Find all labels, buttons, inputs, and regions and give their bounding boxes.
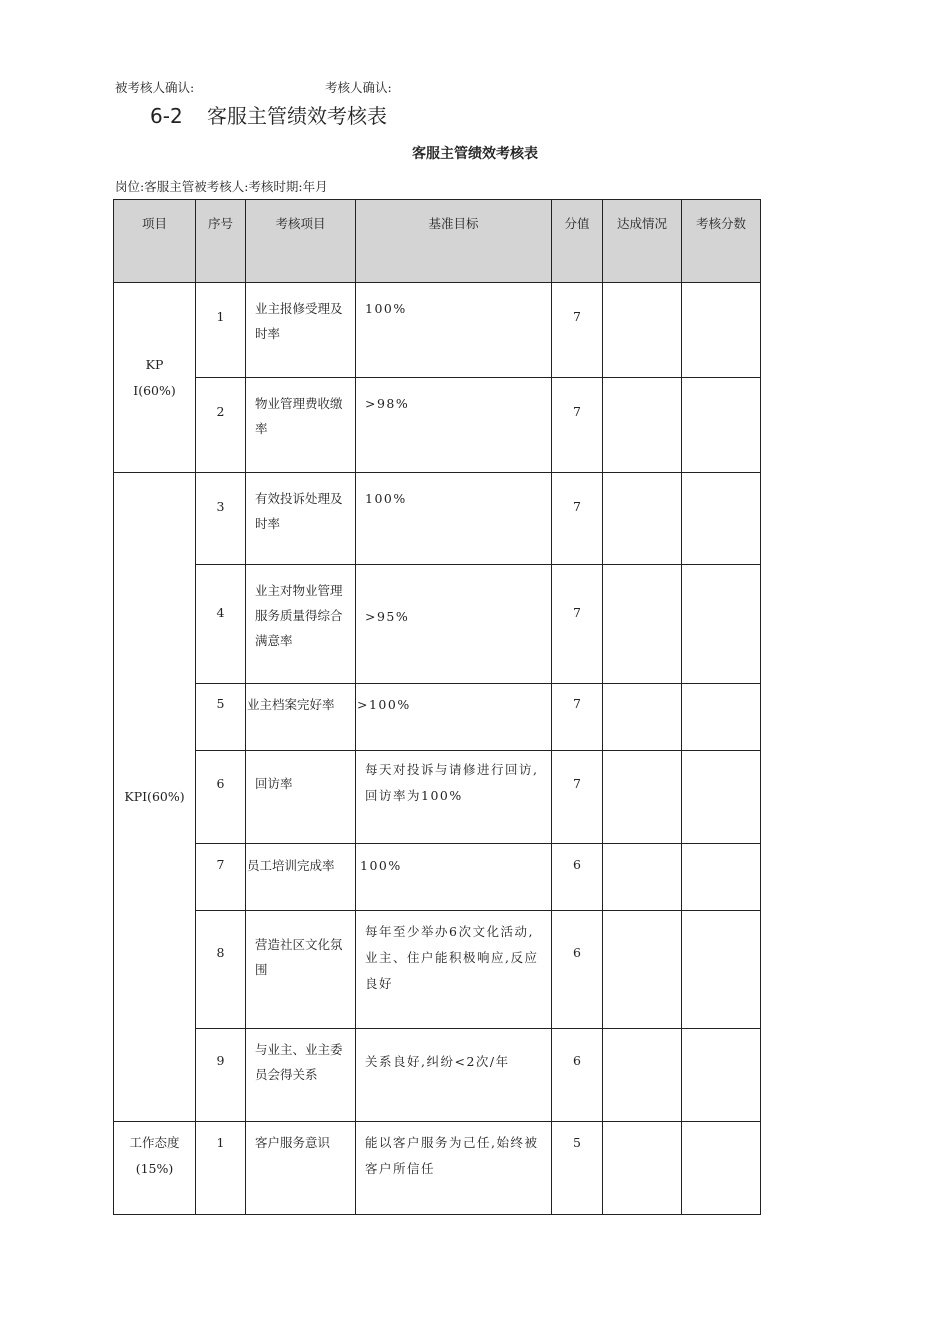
item-cell: 客户服务意识 bbox=[246, 1122, 356, 1215]
score-cell: 6 bbox=[552, 1029, 603, 1122]
seq-cell: 3 bbox=[196, 473, 246, 565]
achievement-cell bbox=[603, 684, 682, 751]
assessment-score-cell bbox=[682, 1122, 761, 1215]
item-cell: 有效投诉处理及时率 bbox=[246, 473, 356, 565]
header-achievement: 达成情况 bbox=[603, 200, 682, 283]
achievement-cell bbox=[603, 911, 682, 1029]
item-cell: 业主档案完好率 bbox=[246, 684, 356, 751]
target-cell: 每天对投诉与请修进行回访,回访率为100% bbox=[356, 751, 552, 844]
score-cell: 7 bbox=[552, 473, 603, 565]
assessment-score-cell bbox=[682, 751, 761, 844]
header-score: 分值 bbox=[552, 200, 603, 283]
score-cell: 7 bbox=[552, 378, 603, 473]
achievement-cell bbox=[603, 473, 682, 565]
item-cell: 员工培训完成率 bbox=[246, 844, 356, 911]
seq-cell: 1 bbox=[196, 1122, 246, 1215]
achievement-cell bbox=[603, 378, 682, 473]
assessment-score-cell bbox=[682, 378, 761, 473]
assessment-score-cell bbox=[682, 911, 761, 1029]
table-row bbox=[114, 684, 761, 751]
score-cell: 6 bbox=[552, 911, 603, 1029]
assessment-score-cell bbox=[682, 473, 761, 565]
assessment-score-cell bbox=[682, 844, 761, 911]
seq-cell: 9 bbox=[196, 1029, 246, 1122]
table-row bbox=[114, 911, 761, 1029]
confirmation-line bbox=[115, 78, 392, 96]
target-cell: 100% bbox=[356, 844, 552, 911]
category-cell: 工作态度(15%) bbox=[114, 1122, 196, 1215]
item-cell: 业主对物业管理服务质量得综合满意率 bbox=[246, 565, 356, 684]
category-cell: KP I(60%) bbox=[114, 283, 196, 473]
assessment-score-cell bbox=[682, 283, 761, 378]
table-row bbox=[114, 378, 761, 473]
achievement-cell bbox=[603, 1029, 682, 1122]
item-cell: 业主报修受理及时率 bbox=[246, 283, 356, 378]
target-cell: >98% bbox=[356, 378, 552, 473]
achievement-cell bbox=[603, 844, 682, 911]
target-cell: >100% bbox=[356, 684, 552, 751]
table-row bbox=[114, 1122, 761, 1215]
table-row bbox=[114, 844, 761, 911]
section-heading bbox=[150, 100, 387, 129]
header-item: 考核项目 bbox=[246, 200, 356, 283]
target-cell: 能以客户服务为己任,始终被客户所信任 bbox=[356, 1122, 552, 1215]
position-meta: 岗位:客服主管被考核人:考核时期:年月 bbox=[115, 179, 328, 194]
header-seq: 序号 bbox=[196, 200, 246, 283]
seq-cell: 6 bbox=[196, 751, 246, 844]
table-row bbox=[114, 751, 761, 844]
item-cell: 与业主、业主委员会得关系 bbox=[246, 1029, 356, 1122]
target-cell: 100% bbox=[356, 283, 552, 378]
item-cell: 营造社区文化氛围 bbox=[246, 911, 356, 1029]
item-cell: 物业管理费收缴率 bbox=[246, 378, 356, 473]
target-cell: 关系良好,纠纷<2次/年 bbox=[356, 1029, 552, 1122]
table-row bbox=[114, 1029, 761, 1122]
table-row bbox=[114, 283, 761, 378]
score-cell: 6 bbox=[552, 844, 603, 911]
score-cell: 7 bbox=[552, 565, 603, 684]
seq-cell: 8 bbox=[196, 911, 246, 1029]
achievement-cell bbox=[603, 565, 682, 684]
category-cell: KPI(60%) bbox=[114, 473, 196, 1122]
achievement-cell bbox=[603, 751, 682, 844]
score-cell: 7 bbox=[552, 751, 603, 844]
target-cell: 每年至少举办6次文化活动,业主、住户能积极响应,反应良好 bbox=[356, 911, 552, 1029]
score-cell: 5 bbox=[552, 1122, 603, 1215]
assessment-score-cell bbox=[682, 684, 761, 751]
seq-cell: 5 bbox=[196, 684, 246, 751]
section-number: 6-2 bbox=[150, 104, 183, 128]
assessee-confirm-label: 被考核人确认: bbox=[115, 80, 195, 95]
score-cell: 7 bbox=[552, 684, 603, 751]
target-cell: 100% bbox=[356, 473, 552, 565]
header-assessment-score: 考核分数 bbox=[682, 200, 761, 283]
seq-cell: 1 bbox=[196, 283, 246, 378]
score-cell: 7 bbox=[552, 283, 603, 378]
header-target: 基准目标 bbox=[356, 200, 552, 283]
seq-cell: 4 bbox=[196, 565, 246, 684]
achievement-cell bbox=[603, 1122, 682, 1215]
header-category: 项目 bbox=[114, 200, 196, 283]
section-title: 客服主管绩效考核表 bbox=[207, 104, 388, 128]
table-header-row bbox=[114, 200, 761, 283]
assessor-confirm-label: 考核人确认: bbox=[325, 80, 392, 95]
seq-cell: 7 bbox=[196, 844, 246, 911]
table-row bbox=[114, 473, 761, 565]
achievement-cell bbox=[603, 283, 682, 378]
seq-cell: 2 bbox=[196, 378, 246, 473]
target-cell: >95% bbox=[356, 565, 552, 684]
table-row bbox=[114, 565, 761, 684]
item-cell: 回访率 bbox=[246, 751, 356, 844]
kpi-table bbox=[113, 199, 761, 1215]
assessment-score-cell bbox=[682, 1029, 761, 1122]
table-title: 客服主管绩效考核表 bbox=[412, 146, 538, 162]
assessment-score-cell bbox=[682, 565, 761, 684]
